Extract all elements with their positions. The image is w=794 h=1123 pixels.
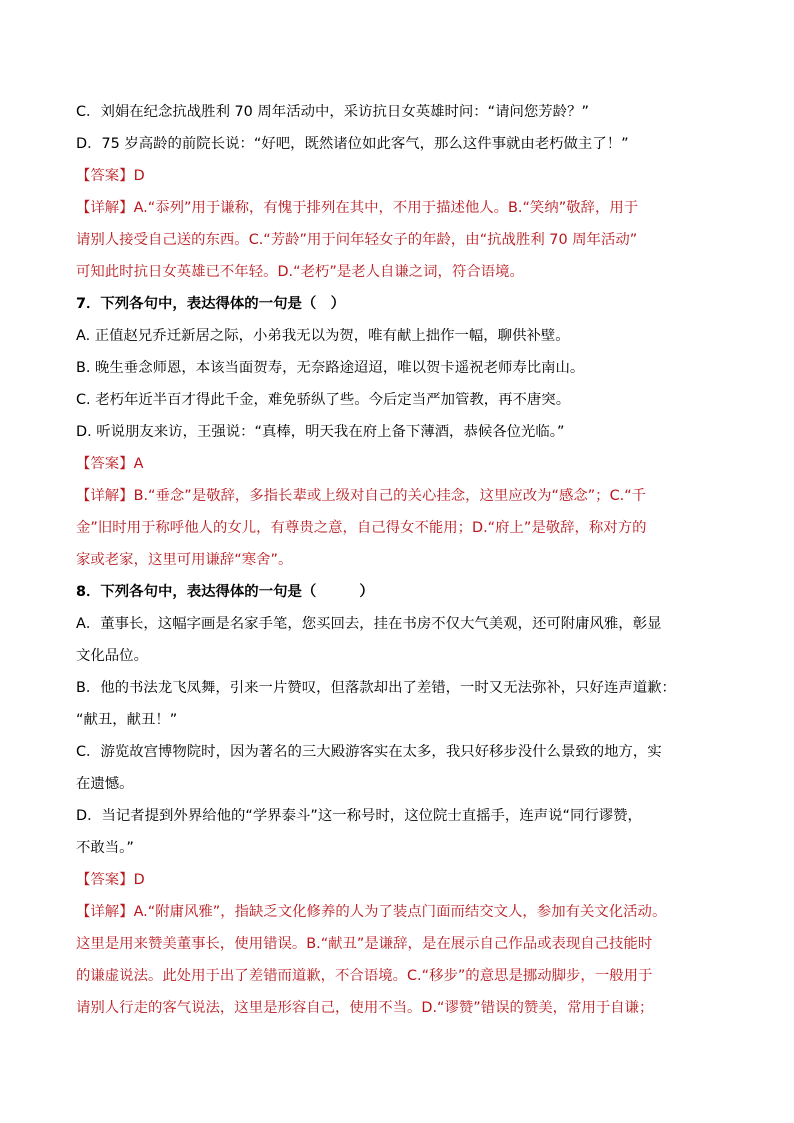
- q6-explanation-line-1: [76, 192, 724, 224]
- q6-option-d: D．75 岁高龄的前院长说：“好吧，既然诸位如此客气，那么这件事就由老朽做主了！”: [76, 136, 629, 152]
- q8-explanation-text-1: A.“附庸风雅”，指缺乏文化修养的人为了装点门面而结交文人，参加有关文化活动。: [133, 904, 667, 920]
- q8-explanation-line-3: 的谦虚说法。此处用于出了差错而道歉，不合语境。C.“移步”的意思是挪动脚步，一般用于: [76, 968, 653, 984]
- q8-option-d-line-1: D．当记者提到外界给他的“学界泰斗”这一称号时，这位院士直摇手，连声说“同行谬赞，: [76, 808, 642, 824]
- q8-option-b-line-2: “献丑，献丑！”: [76, 712, 178, 728]
- q8-explanation-line-2: 这里是用来赞美董事长，使用错误。B.“献丑”是谦辞，是在展示自己作品或表现自己技能时: [76, 936, 653, 952]
- q6-explanation-text-1: A.“忝列”用于谦称，有愧于排列在其中，不用于描述他人。B.“笑纳”敬辞，用于: [133, 200, 639, 216]
- q7-explanation-line-1: [76, 480, 724, 512]
- q7-explanation-label: 【详解】: [76, 488, 134, 504]
- document-page: [76, 96, 724, 1024]
- q8-answer-label: 【答案】: [76, 872, 134, 888]
- q6-explanation-line-3: 可知此时抗日女英雄已不年轻。D.“老朽”是老人自谦之词，符合语境。: [76, 264, 524, 280]
- q6-explanation-line-2: 请别人接受自己送的东西。C.“芳龄”用于问年轻女子的年龄，由“抗战胜利 70 周年活动”: [76, 232, 638, 248]
- q8-option-c-line-2: 在遗憾。: [76, 776, 134, 792]
- q8-option-d-line-2: 不敢当。”: [76, 840, 134, 856]
- q8-option-b-line-1: B．他的书法龙飞凤舞，引来一片赞叹，但落款却出了差错，一时又无法弥补，只好连声道歉：: [76, 680, 676, 696]
- q7-option-b: B. 晚生垂念师恩，本该当面贺寿，无奈路途迢迢，唯以贺卡遥祝老师寿比南山。: [76, 360, 585, 376]
- q8-answer: [76, 864, 724, 896]
- q7-option-a: A. 正值赵兄乔迁新居之际，小弟我无以为贺，唯有献上拙作一幅，聊供补壁。: [76, 328, 570, 344]
- q6-option-c: C．刘娟在纪念抗战胜利 70 周年活动中，采访抗日女英雄时问：“请问您芳龄？”: [76, 104, 589, 120]
- q6-explanation-label: 【详解】: [76, 200, 134, 216]
- q8-answer-value: D: [133, 872, 145, 888]
- q7-option-d: D. 听说朋友来访，王强说：“真棒，明天我在府上备下薄酒，恭候各位光临。”: [76, 424, 565, 440]
- q8-option-c-line-1: C．游览故宫博物院时，因为著名的三大殿游客实在太多，我只好移步没什么景致的地方，实: [76, 744, 662, 760]
- q7-explanation-text-1: B.“垂念”是敬辞，多指长辈或上级对自己的关心挂念，这里应改为“感念”；C.“千: [133, 488, 647, 504]
- q6-answer: [76, 160, 724, 192]
- q8-option-a-line-2: 文化品位。: [76, 648, 148, 664]
- q8-stem: 8．下列各句中，表达得体的一句是（ ）: [76, 584, 374, 600]
- q7-option-c: C. 老朽年近半百才得此千金，难免骄纵了些。今后定当严加管教，再不唐突。: [76, 392, 571, 408]
- q7-answer: [76, 448, 724, 480]
- q6-answer-label: 【答案】: [76, 168, 134, 184]
- q8-option-a-line-1: A．董事长，这幅字画是名家手笔，您买回去，挂在书房不仅大气美观，还可附庸风雅，彰显: [76, 616, 662, 632]
- q7-explanation-line-2: 金”旧时用于称呼他人的女儿，有尊贵之意，自己得女不能用；D.“府上”是敬辞，称对方的: [76, 520, 647, 536]
- q7-answer-label: 【答案】: [76, 456, 134, 472]
- q8-explanation-line-1: [76, 896, 724, 928]
- q8-explanation-line-4: 请别人行走的客气说法，这里是形容自己，使用不当。D.“谬赞”错误的赞美，常用于自谦；: [76, 1000, 654, 1016]
- q7-stem: 7．下列各句中，表达得体的一句是（ ）: [76, 296, 346, 312]
- q7-explanation-line-3: 家或老家，这里可用谦辞“寒舍”。: [76, 552, 293, 568]
- q6-answer-value: D: [133, 168, 145, 184]
- q7-answer-value: A: [133, 456, 144, 472]
- q8-explanation-label: 【详解】: [76, 904, 134, 920]
